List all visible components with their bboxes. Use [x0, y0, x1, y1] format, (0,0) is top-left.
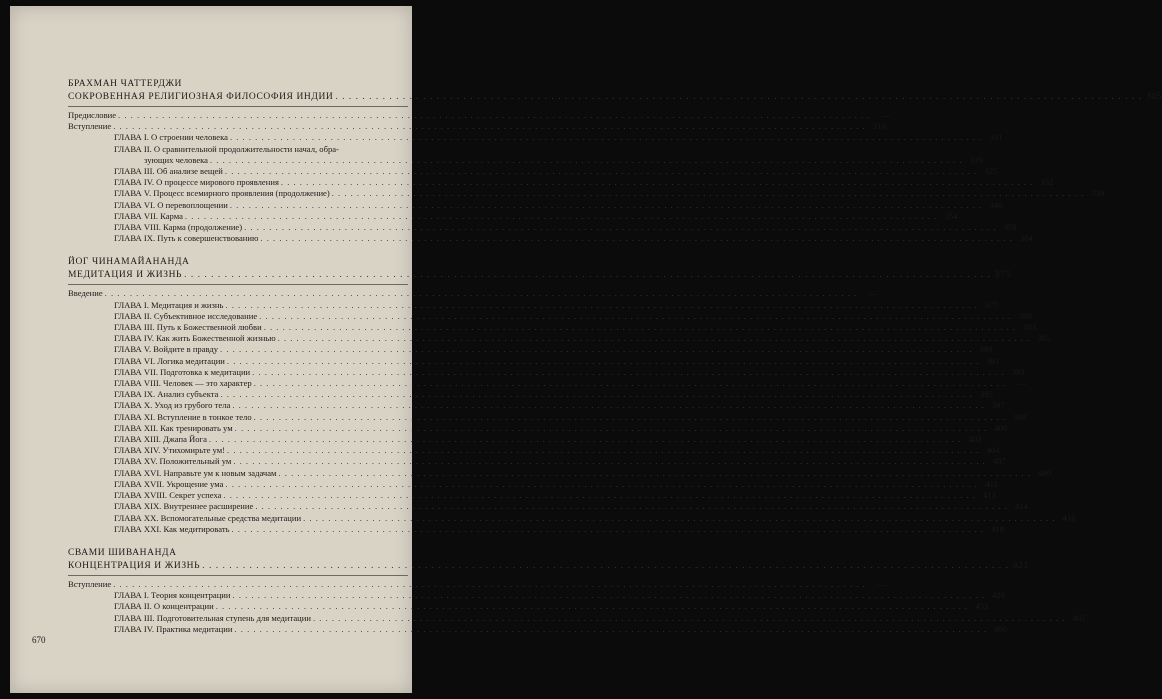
entry-title: ГЛАВА IV. Практика медитации [114, 623, 233, 634]
toc-entry [68, 199, 1003, 211]
entry-page: — [881, 110, 891, 120]
leader-dots: . . . . . . . . . . . . . . . . . . . . . . . . . . . . . . . . . . . . . . . . . . . . . . . . . . . . . . . . . . . . . . . . . . . . . . . . . . . . . . . . . . . . . . . . . . . . . . . . . . . . . . . . . . . . . . . . . . . . . . . . [234, 422, 988, 433]
toc-entry [68, 467, 1051, 479]
toc-entry [68, 400, 1005, 411]
toc-entry [68, 299, 998, 311]
toc-entry [68, 355, 1000, 367]
toc-entry [68, 344, 993, 355]
entry-page: 426 [992, 590, 1005, 601]
leader-dots: . . . . . . . . . . . . . . . . . . . . . . . . . . . . . . . . . . . . . . . . . . . . . . . . . . . . . . . . . . . . . . . . . . . . . . . . . . . . . . . . . . . . . . . . . . . . . . . . . . . . . . . . . . . . . . . . . . . . . . . . [223, 490, 976, 501]
entry-page: — [877, 578, 886, 589]
entry-title: ГЛАВА XVII. Укрощение ума [114, 478, 224, 489]
leader-dots: . . . . . . . . . . . . . . . . . . . . . . . . . . . . . . . . . . . . . . . . . . . . . . . . . . . . . . . . . . . . . . . . . . . . . . . . . . . . . . . . . . . . . . . . . . . . . . . . . . . . . . . . . . . . . . . . . . . . . . . . [229, 132, 983, 143]
leader-dots: . . . . . . . . . . . . . . . . . . . . . . . . . . . . . . . . . . . . . . . . . . . . . . . . . . . . . . . . . . . . . . . . . . . . . . . . . . . . . . . . . . . . . . . . . . . . . . . . . . . . . . . . . . . . . . . . . . . . . . . . [113, 121, 866, 132]
entry-title: ГЛАВА VI. О перевоплощении [114, 199, 228, 210]
entry-page: 395 [980, 389, 993, 400]
leader-dots: . . . . . . . . . . . . . . . . . . . . . . . . . . . . . . . . . . . . . . . . . . . . . . . . . . . . . . . . . . . . . . . . . . . . . . . . . . . . . . . . . . . . . . . . . . . . . . . . . . . . . . . . . . . . . . . . . . . . . . . . [202, 560, 1009, 571]
entry-page: 453 [975, 601, 989, 612]
toc-entry [68, 366, 1025, 378]
entry-page: 354 [944, 210, 958, 221]
toc-entry [68, 188, 1105, 199]
leader-dots: . . . . . . . . . . . . . . . . . . . . . . . . . . . . . . . . . . . . . . . . . . . . . . . . . . . . . . . . . . . . . . . . . . . . . . . . . . . . . . . . . . . . . . . . . . . . . . . . . . . . . . . . . . . . . . . . . . . . . . . . [220, 389, 973, 400]
leader-dots: . . . . . . . . . . . . . . . . . . . . . . . . . . . . . . . . . . . . . . . . . . . . . . . . . . . . . . . . . . . . . . . . . . . . . . . . . . . . . . . . . . . . . . . . . . . . . . . . . . . . . . . . . . . . . . . . . . . . . . . . [255, 501, 1008, 512]
entry-title: ГЛАВА XV. Положительный ум [114, 456, 232, 467]
entry-page: 404 [986, 445, 1000, 456]
entry-page: — [1017, 378, 1027, 389]
entry-title: Вступление [68, 121, 112, 132]
entry-page: 400 [994, 422, 1008, 433]
entry-page: 377 [985, 299, 998, 310]
entry-page: 391 [986, 355, 1000, 366]
entry-page: 409 [1038, 467, 1051, 478]
leader-dots: . . . . . . . . . . . . . . . . . . . . . . . . . . . . . . . . . . . . . . . . . . . . . . . . . . . . . . . . . . . . . . . . . . . . . . . . . . . . . . . . . . . . . . . . . . . . . . . . . . . . . . . . . . . . . . . . . . . . . . . . [252, 366, 1005, 377]
section-rule [68, 284, 408, 285]
entry-page: — [868, 288, 878, 299]
toc-entry [68, 501, 1028, 512]
toc-section [68, 256, 1076, 534]
entry-title: ГЛАВА XX. Вспомогательные средства медитации [114, 512, 302, 523]
entry-page: 413 [983, 490, 996, 501]
leader-dots: . . . . . . . . . . . . . . . . . . . . . . . . . . . . . . . . . . . . . . . . . . . . . . . . . . . . . . . . . . . . . . . . . . . . . . . . . . . . . . . . . . . . . . . . . . . . . . . . . . . . . . . . . . . . . . . . . . . . . . . . [220, 344, 973, 355]
book-page [10, 6, 1162, 693]
toc-entry [68, 222, 1017, 233]
entry-title: ГЛАВА X. Уход из грубого тела [114, 400, 231, 411]
toc-entry [68, 389, 993, 400]
entry-title: КОНЦЕНТРАЦИЯ И ЖИЗНЬ [68, 560, 201, 571]
book-title-row [68, 91, 1162, 104]
entry-title: ГЛАВА XII. Как тренировать ум [114, 422, 233, 433]
toc-entry [68, 590, 1005, 601]
book-title-row [68, 560, 1029, 573]
leader-dots: . . . . . . . . . . . . . . . . . . . . . . . . . . . . . . . . . . . . . . . . . . . . . . . . . . . . . . . . . . . . . . . . . . . . . . . . . . . . . . . . . . . . . . . . . . . . . . . . . . . . . . . . . . . . . . . . . . . . . . . . [244, 222, 997, 233]
toc-entry [68, 132, 1003, 143]
toc-section [68, 547, 1086, 635]
entry-page: 397 [991, 400, 1005, 411]
entry-title: СОКРОВЕННАЯ РЕЛИГИОЗНАЯ ФИЛОСОФИЯ ИНДИИ [68, 92, 334, 102]
entry-title: ГЛАВА XIX. Внутреннее расширение [114, 501, 254, 512]
entry-page: 490 [994, 623, 1007, 634]
toc-entry [68, 612, 1086, 624]
entry-title: ГЛАВА IX. Анализ субъекта [114, 389, 219, 400]
leader-dots: . . . . . . . . . . . . . . . . . . . . . . . . . . . . . . . . . . . . . . . . . . . . . . . . . . . . . . . . . . . . . . . . . . . . . . . . . . . . . . . . . . . . . . . . . . . . . . . . . . . . . . . . . . . . . . . . . . . . . . . . [280, 177, 1034, 188]
leader-dots: . . . . . . . . . . . . . . . . . . . . . . . . . . . . . . . . . . . . . . . . . . . . . . . . . . . . . . . . . . . . . . . . . . . . . . . . . . . . . . . . . . . . . . . . . . . . . . . . . . . . . . . . . . . . . . . . . . . . . . . . [118, 110, 871, 120]
entry-page: 398 [1013, 411, 1027, 422]
leader-dots: . . . . . . . . . . . . . . . . . . . . . . . . . . . . . . . . . . . . . . . . . . . . . . . . . . . . . . . . . . . . . . . . . . . . . . . . . . . . . . . . . . . . . . . . . . . . . . . . . . . . . . . . . . . . . . . . . . . . . . . . [215, 601, 969, 612]
section-author: БРАХМАН ЧАТТЕРДЖИ [68, 79, 183, 89]
entry-page: 380 [1018, 310, 1032, 321]
entry-title: ГЛАВА III. Об анализе вещей [114, 166, 223, 177]
leader-dots: . . . . . . . . . . . . . . . . . . . . . . . . . . . . . . . . . . . . . . . . . . . . . . . . . . . . . . . . . . . . . . . . . . . . . . . . . . . . . . . . . . . . . . . . . . . . . . . . . . . . . . . . . . . . . . . . . . . . . . . . [303, 512, 1056, 523]
leader-dots: . . . . . . . . . . . . . . . . . . . . . . . . . . . . . . . . . . . . . . . . . . . . . . . . . . . . . . . . . . . . . . . . . . . . . . . . . . . . . . . . . . . . . . . . . . . . . . . . . . . . . . . . . . . . . . . . . . . . . . . . [278, 467, 1031, 478]
leader-dots: . . . . . . . . . . . . . . . . . . . . . . . . . . . . . . . . . . . . . . . . . . . . . . . . . . . . . . . . . . . . . . . . . . . . . . . . . . . . . . . . . . . . . . . . . . . . . . . . . . . . . . . . . . . . . . . . . . . . . . . . [233, 456, 986, 467]
toc-entry [68, 322, 1037, 333]
entry-title: ГЛАВА II. О концентрации [114, 601, 214, 612]
leader-dots: . . . . . . . . . . . . . . . . . . . . . . . . . . . . . . . . . . . . . . . . . . . . . . . . . . . . . . . . . . . . . . . . . . . . . . . . . . . . . . . . . . . . . . . . . . . . . . . . . . . . . . . . . . . . . . . . . . . . . . . . [224, 166, 978, 177]
entry-page: 465 [1072, 612, 1086, 623]
toc-entry [68, 578, 886, 590]
entry-title: ГЛАВА XI. Вступление в тонкое тело [114, 411, 252, 422]
entry-page: 332 [1040, 177, 1054, 188]
leader-dots: . . . . . . . . . . . . . . . . . . . . . . . . . . . . . . . . . . . . . . . . . . . . . . . . . . . . . . . . . . . . . . . . . . . . . . . . . . . . . . . . . . . . . . . . . . . . . . . . . . . . . . . . . . . . . . . . . . . . . . . . [232, 590, 985, 601]
toc-entry [68, 422, 1008, 434]
entry-title: ГЛАВА III. Путь к Божественной любви [114, 322, 262, 333]
toc-section [68, 78, 1162, 244]
entry-page: 325 [984, 166, 998, 177]
leader-dots: . . . . . . . . . . . . . . . . . . . . . . . . . . . . . . . . . . . . . . . . . . . . . . . . . . . . . . . . . . . . . . . . . . . . . . . . . . . . . . . . . . . . . . . . . . . . . . . . . . . . . . . . . . . . . . . . . . . . . . . . [260, 233, 1013, 244]
entry-page: 364 [1020, 233, 1033, 244]
entry-title: ГЛАВА XXI. Как медитировать [114, 523, 230, 534]
entry-page: 389 [979, 344, 993, 355]
entry-title: ГЛАВА VI. Логика медитации [114, 355, 225, 366]
toc-entry [68, 233, 1033, 244]
leader-dots: . . . . . . . . . . . . . . . . . . . . . . . . . . . . . . . . . . . . . . . . . . . . . . . . . . . . . . . . . . . . . . . . . . . . . . . . . . . . . . . . . . . . . . . . . . . . . . . . . . . . . . . . . . . . . . . . . . . . . . . . [231, 523, 984, 534]
entry-title: Предисловие [68, 110, 117, 120]
entry-title: ГЛАВА I. Медитация и жизнь [114, 299, 224, 310]
toc-entry-continuation [68, 154, 983, 166]
entry-page: 305 [1145, 92, 1162, 102]
toc-entry [68, 288, 878, 299]
section-rule [68, 575, 408, 576]
entry-title: ГЛАВА IX. Путь к совершенствованию [114, 233, 259, 244]
entry-page: 421 [1012, 560, 1029, 571]
entry-page: 311 [989, 132, 1003, 143]
leader-dots: . . . . . . . . . . . . . . . . . . . . . . . . . . . . . . . . . . . . . . . . . . . . . . . . . . . . . . . . . . . . . . . . . . . . . . . . . . . . . . . . . . . . . . . . . . . . . . . . . . . . . . . . . . . . . . . . . . . . . . . . [184, 270, 991, 281]
entry-title: ГЛАВА VIII. Человек — это характер [114, 378, 252, 389]
leader-dots: . . . . . . . . . . . . . . . . . . . . . . . . . . . . . . . . . . . . . . . . . . . . . . . . . . . . . . . . . . . . . . . . . . . . . . . . . . . . . . . . . . . . . . . . . . . . . . . . . . . . . . . . . . . . . . . . . . . . . . . . [335, 92, 1143, 102]
entry-title: ГЛАВА I. О строении человека [114, 132, 228, 143]
entry-title: ГЛАВА IV. О процессе мирового проявления [114, 177, 279, 188]
table-of-contents [68, 78, 1162, 635]
toc-entry [68, 490, 996, 501]
leader-dots: . . . . . . . . . . . . . . . . . . . . . . . . . . . . . . . . . . . . . . . . . . . . . . . . . . . . . . . . . . . . . . . . . . . . . . . . . . . . . . . . . . . . . . . . . . . . . . . . . . . . . . . . . . . . . . . . . . . . . . . . [225, 299, 978, 310]
entry-page: 385 [1037, 333, 1051, 344]
book-title-row [68, 269, 1011, 282]
leader-dots: . . . . . . . . . . . . . . . . . . . . . . . . . . . . . . . . . . . . . . . . . . . . . . . . . . . . . . . . . . . . . . . . . . . . . . . . . . . . . . . . . . . . . . . . . . . . . . . . . . . . . . . . . . . . . . . . . . . . . . . . [104, 288, 858, 299]
entry-page: 402 [968, 434, 982, 445]
entry-page: 358 [1003, 222, 1017, 233]
page-number: 670 [32, 635, 46, 645]
entry-title: ГЛАВА VII. Карма [114, 210, 183, 221]
entry-title: ГЛАВА I. Теория концентрации [114, 590, 231, 601]
leader-dots: . . . . . . . . . . . . . . . . . . . . . . . . . . . . . . . . . . . . . . . . . . . . . . . . . . . . . . . . . . . . . . . . . . . . . . . . . . . . . . . . . . . . . . . . . . . . . . . . . . . . . . . . . . . . . . . . . . . . . . . . [232, 400, 985, 411]
toc-entry [68, 166, 998, 177]
entry-title: МЕДИТАЦИЯ И ЖИЗНЬ [68, 270, 183, 281]
leader-dots: . . . . . . . . . . . . . . . . . . . . . . . . . . . . . . . . . . . . . . . . . . . . . . . . . . . . . . . . . . . . . . . . . . . . . . . . . . . . . . . . . . . . . . . . . . . . . . . . . . . . . . . . . . . . . . . . . . . . . . . . [225, 478, 978, 489]
toc-entry [68, 445, 1000, 456]
entry-title: ГЛАВА V. Войдите в правду [114, 344, 219, 355]
entry-title: ГЛАВА XVIII. Секрет успеха [114, 490, 222, 501]
entry-page: 310 [872, 121, 886, 132]
entry-title: ГЛАВА II. О сравнительной продолжительности начал, обра- [114, 143, 339, 154]
leader-dots: . . . . . . . . . . . . . . . . . . . . . . . . . . . . . . . . . . . . . . . . . . . . . . . . . . . . . . . . . . . . . . . . . . . . . . . . . . . . . . . . . . . . . . . . . . . . . . . . . . . . . . . . . . . . . . . . . . . . . . . . [113, 578, 866, 589]
entry-page: 411 [985, 478, 998, 489]
entry-page: 375 [994, 270, 1011, 281]
toc-entry [68, 121, 886, 132]
toc-entry [68, 333, 1051, 344]
entry-title: ГЛАВА V. Процесс всемирного проявления (продолжение) [114, 188, 330, 199]
toc-entry [68, 110, 891, 121]
entry-title: ГЛАВА XVI. Направьте ум к новым задачам [114, 467, 277, 478]
leader-dots: . . . . . . . . . . . . . . . . . . . . . . . . . . . . . . . . . . . . . . . . . . . . . . . . . . . . . . . . . . . . . . . . . . . . . . . . . . . . . . . . . . . . . . . . . . . . . . . . . . . . . . . . . . . . . . . . . . . . . . . . [253, 378, 1007, 389]
toc-entry [68, 210, 958, 222]
entry-page: 339 [1091, 188, 1105, 199]
entry-title: ГЛАВА VII. Подготовка к медитации [114, 366, 251, 377]
entry-title: Вступление [68, 578, 112, 589]
entry-page: 407 [992, 456, 1006, 467]
leader-dots: . . . . . . . . . . . . . . . . . . . . . . . . . . . . . . . . . . . . . . . . . . . . . . . . . . . . . . . . . . . . . . . . . . . . . . . . . . . . . . . . . . . . . . . . . . . . . . . . . . . . . . . . . . . . . . . . . . . . . . . . [331, 188, 1085, 199]
entry-page: 419 [991, 523, 1004, 534]
entry-page: 414 [1014, 501, 1028, 512]
entry-title: ГЛАВА VIII. Карма (продолжение) [114, 222, 243, 233]
entry-page: 319 [969, 154, 983, 165]
entry-page: 393 [1011, 366, 1025, 377]
section-author: СВАМИ ШИВАНАНДА [68, 547, 177, 558]
leader-dots: . . . . . . . . . . . . . . . . . . . . . . . . . . . . . . . . . . . . . . . . . . . . . . . . . . . . . . . . . . . . . . . . . . . . . . . . . . . . . . . . . . . . . . . . . . . . . . . . . . . . . . . . . . . . . . . . . . . . . . . . [263, 322, 1017, 333]
section-rule [68, 106, 408, 107]
entry-title: ГЛАВА III. Подготовительная ступень для медитации [114, 612, 311, 623]
toc-entry [68, 601, 989, 612]
entry-page: 346 [989, 199, 1003, 210]
leader-dots: . . . . . . . . . . . . . . . . . . . . . . . . . . . . . . . . . . . . . . . . . . . . . . . . . . . . . . . . . . . . . . . . . . . . . . . . . . . . . . . . . . . . . . . . . . . . . . . . . . . . . . . . . . . . . . . . . . . . . . . . [277, 333, 1031, 344]
leader-dots: . . . . . . . . . . . . . . . . . . . . . . . . . . . . . . . . . . . . . . . . . . . . . . . . . . . . . . . . . . . . . . . . . . . . . . . . . . . . . . . . . . . . . . . . . . . . . . . . . . . . . . . . . . . . . . . . . . . . . . . . [227, 445, 980, 456]
toc-entry [68, 144, 408, 155]
toc-entry [68, 512, 1076, 524]
leader-dots: . . . . . . . . . . . . . . . . . . . . . . . . . . . . . . . . . . . . . . . . . . . . . . . . . . . . . . . . . . . . . . . . . . . . . . . . . . . . . . . . . . . . . . . . . . . . . . . . . . . . . . . . . . . . . . . . . . . . . . . . [234, 623, 987, 634]
toc-entry [68, 310, 1032, 322]
leader-dots: . . . . . . . . . . . . . . . . . . . . . . . . . . . . . . . . . . . . . . . . . . . . . . . . . . . . . . . . . . . . . . . . . . . . . . . . . . . . . . . . . . . . . . . . . . . . . . . . . . . . . . . . . . . . . . . . . . . . . . . . [259, 310, 1012, 321]
toc-entry [68, 434, 982, 445]
leader-dots: . . . . . . . . . . . . . . . . . . . . . . . . . . . . . . . . . . . . . . . . . . . . . . . . . . . . . . . . . . . . . . . . . . . . . . . . . . . . . . . . . . . . . . . . . . . . . . . . . . . . . . . . . . . . . . . . . . . . . . . . [208, 434, 962, 445]
entry-title: Введение [68, 288, 103, 299]
entry-page: 416 [1062, 512, 1076, 523]
toc-entry [68, 456, 1006, 467]
leader-dots: . . . . . . . . . . . . . . . . . . . . . . . . . . . . . . . . . . . . . . . . . . . . . . . . . . . . . . . . . . . . . . . . . . . . . . . . . . . . . . . . . . . . . . . . . . . . . . . . . . . . . . . . . . . . . . . . . . . . . . . . [210, 154, 963, 165]
leader-dots: . . . . . . . . . . . . . . . . . . . . . . . . . . . . . . . . . . . . . . . . . . . . . . . . . . . . . . . . . . . . . . . . . . . . . . . . . . . . . . . . . . . . . . . . . . . . . . . . . . . . . . . . . . . . . . . . . . . . . . . . [312, 612, 1066, 623]
toc-entry [68, 523, 1004, 535]
entry-title: ГЛАВА II. Субъективное исследование [114, 310, 258, 321]
entry-title: зующих человека [144, 154, 208, 165]
entry-page: 383 [1023, 322, 1037, 333]
leader-dots: . . . . . . . . . . . . . . . . . . . . . . . . . . . . . . . . . . . . . . . . . . . . . . . . . . . . . . . . . . . . . . . . . . . . . . . . . . . . . . . . . . . . . . . . . . . . . . . . . . . . . . . . . . . . . . . . . . . . . . . . [226, 355, 980, 366]
toc-entry [68, 177, 1054, 188]
toc-entry [68, 478, 998, 490]
leader-dots: . . . . . . . . . . . . . . . . . . . . . . . . . . . . . . . . . . . . . . . . . . . . . . . . . . . . . . . . . . . . . . . . . . . . . . . . . . . . . . . . . . . . . . . . . . . . . . . . . . . . . . . . . . . . . . . . . . . . . . . . [253, 411, 1007, 422]
leader-dots: . . . . . . . . . . . . . . . . . . . . . . . . . . . . . . . . . . . . . . . . . . . . . . . . . . . . . . . . . . . . . . . . . . . . . . . . . . . . . . . . . . . . . . . . . . . . . . . . . . . . . . . . . . . . . . . . . . . . . . . . [184, 210, 938, 221]
entry-title: ГЛАВА XIII. Джапа Йога [114, 434, 207, 445]
toc-entry [68, 378, 1027, 389]
entry-title: ГЛАВА XIV. Утихомирьте ум! [114, 445, 226, 456]
toc-entry [68, 623, 1007, 635]
section-author: ЙОГ ЧИНАМАЙАНАНДА [68, 257, 190, 268]
toc-entry [68, 411, 1027, 423]
entry-title: ГЛАВА IV. Как жить Божественной жизнью [114, 333, 276, 344]
leader-dots: . . . . . . . . . . . . . . . . . . . . . . . . . . . . . . . . . . . . . . . . . . . . . . . . . . . . . . . . . . . . . . . . . . . . . . . . . . . . . . . . . . . . . . . . . . . . . . . . . . . . . . . . . . . . . . . . . . . . . . . . [229, 199, 983, 210]
